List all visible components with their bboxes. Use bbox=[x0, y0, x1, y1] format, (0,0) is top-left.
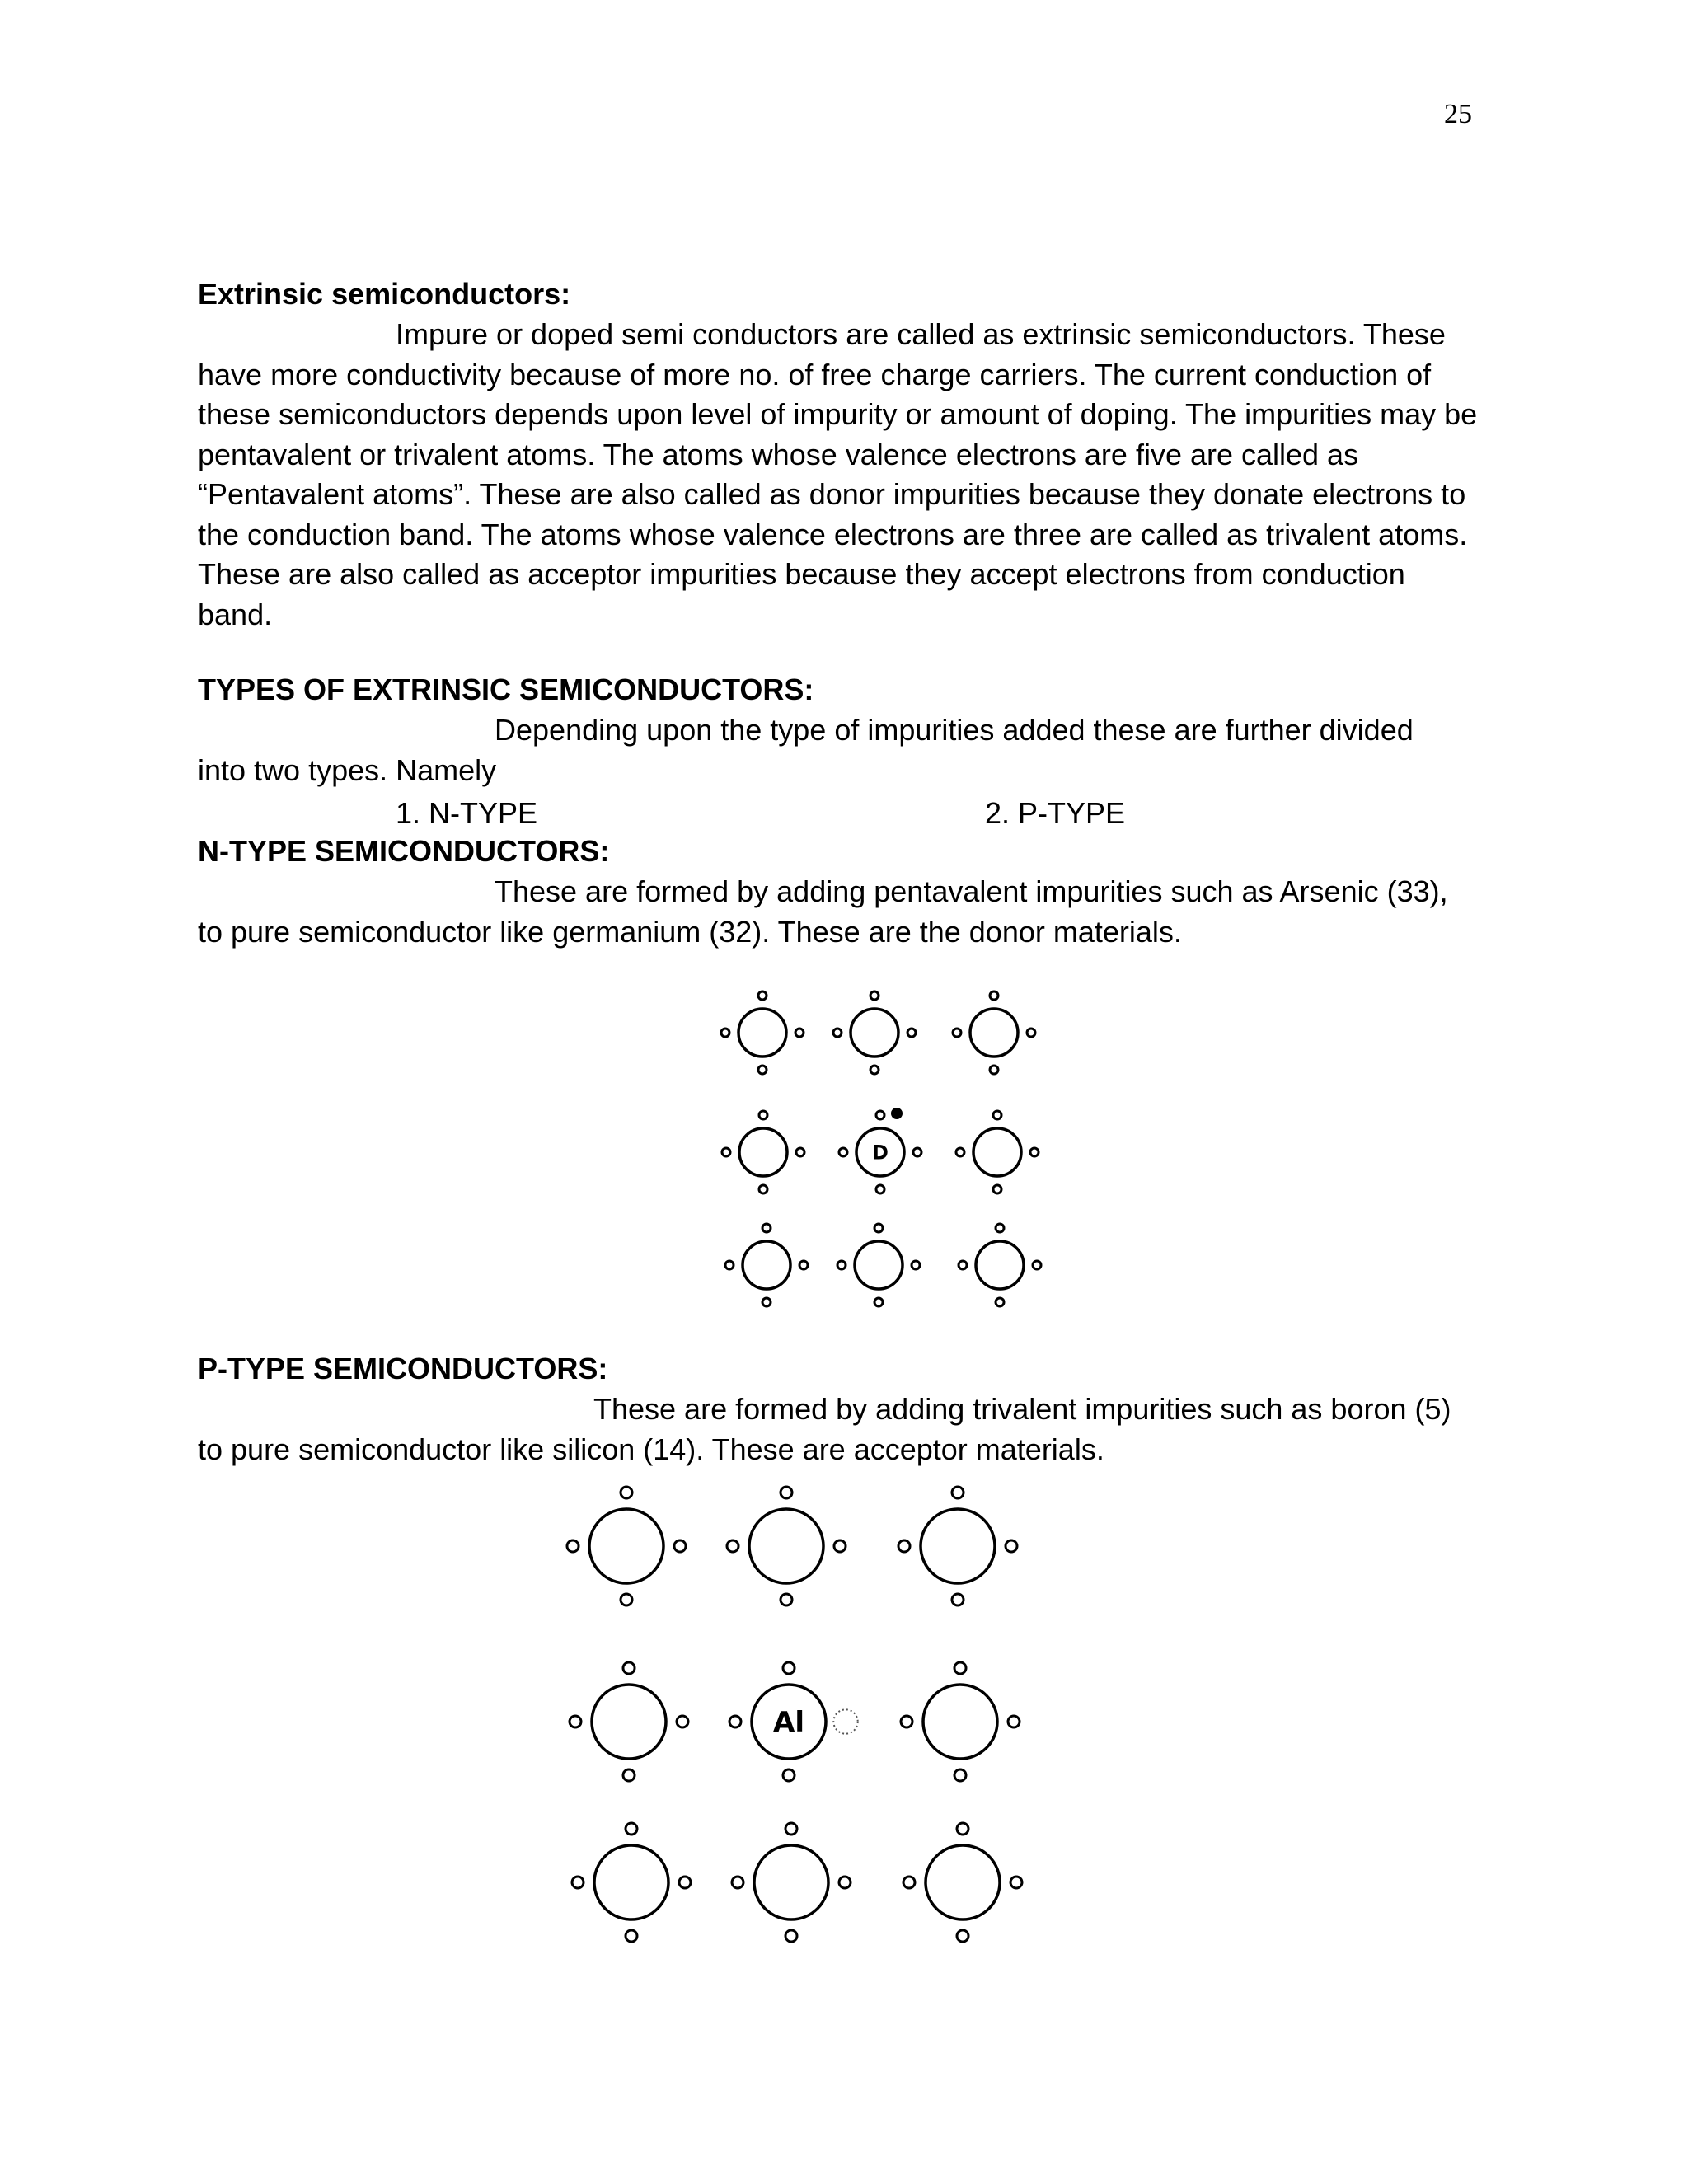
valence-electron bbox=[833, 1029, 842, 1037]
donor-label: D bbox=[872, 1141, 889, 1165]
valence-electron bbox=[785, 1930, 797, 1942]
atom bbox=[721, 991, 804, 1074]
valence-electron bbox=[1010, 1877, 1022, 1888]
atom bbox=[903, 1823, 1022, 1942]
valence-electron bbox=[876, 1185, 884, 1193]
ntype-heading: N-TYPE SEMICONDUCTORS: bbox=[198, 834, 610, 868]
list-item-ptype: 2. P-TYPE bbox=[985, 796, 1126, 830]
valence-electron bbox=[898, 1540, 910, 1552]
valence-electron bbox=[993, 1185, 1001, 1193]
valence-electron bbox=[990, 991, 998, 1000]
valence-electron bbox=[990, 1066, 998, 1074]
valence-electron bbox=[834, 1540, 846, 1552]
valence-electron bbox=[758, 991, 767, 1000]
valence-electron bbox=[721, 1029, 729, 1037]
valence-electron bbox=[953, 1029, 961, 1037]
valence-electron bbox=[839, 1148, 847, 1156]
valence-electron bbox=[783, 1662, 795, 1674]
acceptor-atom bbox=[729, 1662, 858, 1781]
valence-electron bbox=[759, 1111, 767, 1119]
atom bbox=[953, 991, 1035, 1074]
valence-electron bbox=[839, 1877, 851, 1888]
valence-electron bbox=[912, 1261, 920, 1269]
extrinsic-heading: Extrinsic semiconductors: bbox=[198, 277, 571, 311]
valence-electron bbox=[621, 1594, 632, 1605]
valence-electron bbox=[677, 1716, 688, 1727]
valence-electron bbox=[762, 1298, 771, 1306]
valence-electron bbox=[876, 1111, 884, 1119]
atom bbox=[959, 1224, 1041, 1306]
valence-electron bbox=[870, 991, 879, 1000]
valence-electron bbox=[996, 1224, 1004, 1232]
page-number: 25 bbox=[1444, 99, 1472, 129]
valence-electron bbox=[674, 1540, 686, 1552]
ntype-body: to pure semiconductor like germanium (32). These are the donor materials. bbox=[198, 914, 1182, 949]
valence-electron bbox=[874, 1224, 883, 1232]
valence-electron bbox=[795, 1029, 804, 1037]
free-electron bbox=[892, 1108, 902, 1118]
valence-electron bbox=[954, 1662, 966, 1674]
valence-electron bbox=[626, 1823, 637, 1835]
atom bbox=[837, 1224, 920, 1306]
valence-electron bbox=[626, 1930, 637, 1942]
valence-electron bbox=[913, 1148, 921, 1156]
valence-electron bbox=[957, 1930, 968, 1942]
atom bbox=[572, 1823, 691, 1942]
valence-electron bbox=[874, 1298, 883, 1306]
types-first-line: Depending upon the type of impurities added these are further divided bbox=[495, 713, 1414, 747]
valence-electron bbox=[901, 1716, 912, 1727]
ntype-lattice-diagram bbox=[721, 991, 1041, 1306]
atom bbox=[732, 1823, 851, 1942]
valence-electron bbox=[729, 1716, 741, 1727]
atom bbox=[898, 1487, 1017, 1605]
list-item-ntype: 1. N-TYPE bbox=[396, 796, 538, 830]
acceptor-label: Al bbox=[773, 1706, 804, 1740]
donor-atom bbox=[839, 1108, 921, 1193]
valence-electron bbox=[1033, 1261, 1041, 1269]
valence-electron bbox=[572, 1877, 584, 1888]
valence-electron bbox=[907, 1029, 916, 1037]
ntype-first-line: These are formed by adding pentavalent impurities such as Arsenic (33), bbox=[495, 874, 1448, 908]
extrinsic-body: have more conductivity because of more no. of free charge carriers. The current conduction of these semiconductors depends upon level of impurity or amount of doping. The impurities may be pentavalent or trivalent atoms. The atoms whose valence electrons are five are called as “Pentavalent atoms”. These are also called as donor impurities because they donate electrons to the conduction band. The atoms whose valence electrons are three are called as trivalent atoms. These are also called as acceptor impurities because they accept electrons from conduction band. bbox=[198, 357, 1478, 631]
valence-electron bbox=[1027, 1029, 1035, 1037]
valence-electron bbox=[621, 1487, 632, 1498]
ptype-lattice-diagram bbox=[567, 1487, 1022, 1942]
valence-electron bbox=[952, 1594, 964, 1605]
valence-electron bbox=[1008, 1716, 1020, 1727]
valence-electron bbox=[732, 1877, 743, 1888]
ptype-body: to pure semiconductor like silicon (14). These are acceptor materials. bbox=[198, 1432, 1104, 1466]
atom bbox=[833, 991, 916, 1074]
atom bbox=[570, 1662, 688, 1781]
hole-marker bbox=[833, 1709, 857, 1733]
extrinsic-first-line: Impure or doped semi conductors are called as extrinsic semiconductors. These bbox=[396, 317, 1446, 351]
valence-electron bbox=[957, 1823, 968, 1835]
types-heading: TYPES OF EXTRINSIC SEMICONDUCTORS: bbox=[198, 673, 814, 706]
valence-electron bbox=[759, 1185, 767, 1193]
valence-electron bbox=[1030, 1148, 1039, 1156]
valence-electron bbox=[762, 1224, 771, 1232]
valence-electron bbox=[781, 1487, 792, 1498]
valence-electron bbox=[956, 1148, 964, 1156]
valence-electron bbox=[781, 1594, 792, 1605]
valence-electron bbox=[785, 1823, 797, 1835]
valence-electron bbox=[783, 1769, 795, 1781]
atom bbox=[727, 1487, 846, 1605]
valence-electron bbox=[725, 1261, 734, 1269]
valence-electron bbox=[799, 1261, 808, 1269]
valence-electron bbox=[679, 1877, 691, 1888]
valence-electron bbox=[727, 1540, 738, 1552]
valence-electron bbox=[837, 1261, 846, 1269]
valence-electron bbox=[1006, 1540, 1017, 1552]
valence-electron bbox=[903, 1877, 915, 1888]
types-body: into two types. Namely bbox=[198, 752, 497, 787]
ptype-first-line: These are formed by adding trivalent impurities such as boron (5) bbox=[593, 1392, 1451, 1426]
atom bbox=[722, 1111, 804, 1193]
valence-electron bbox=[722, 1148, 730, 1156]
valence-electron bbox=[954, 1769, 966, 1781]
atom bbox=[567, 1487, 686, 1605]
valence-electron bbox=[570, 1716, 581, 1727]
atom bbox=[956, 1111, 1039, 1193]
valence-electron bbox=[952, 1487, 964, 1498]
valence-electron bbox=[796, 1148, 804, 1156]
valence-electron bbox=[623, 1769, 635, 1781]
valence-electron bbox=[959, 1261, 967, 1269]
valence-electron bbox=[758, 1066, 767, 1074]
valence-electron bbox=[993, 1111, 1001, 1119]
atom bbox=[901, 1662, 1020, 1781]
valence-electron bbox=[567, 1540, 579, 1552]
atom bbox=[725, 1224, 808, 1306]
valence-electron bbox=[996, 1298, 1004, 1306]
valence-electron bbox=[870, 1066, 879, 1074]
ptype-heading: P-TYPE SEMICONDUCTORS: bbox=[198, 1352, 608, 1385]
valence-electron bbox=[623, 1662, 635, 1674]
